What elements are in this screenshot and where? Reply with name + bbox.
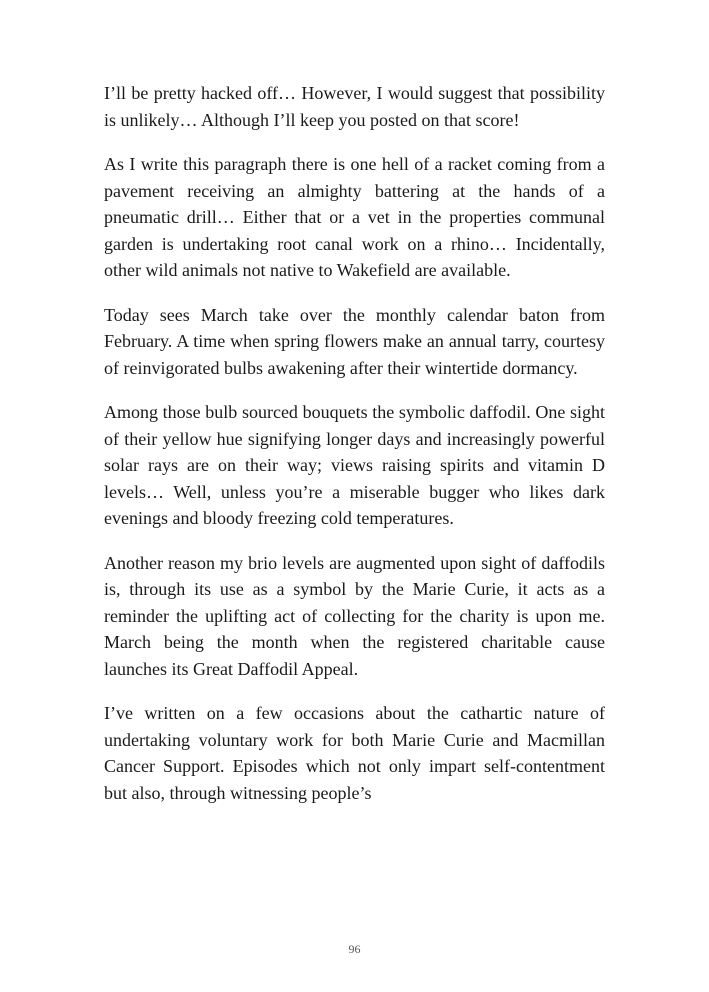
- paragraph-5: Another reason my brio levels are augmented upon sight of daffodils is, through its use as a symbol by the Marie Curie, it acts as a reminder the uplifting act of collecting for the charity is upon me. March being the month when the registered charitable cause launches its Great Daffodil Appeal.: [104, 552, 605, 679]
- text-body: [104, 80, 605, 824]
- paragraph-3: Today sees March take over the monthly calendar baton from February. A time when spring flowers make an annual tarry, courtesy of reinvigorated bulbs awakening after their wintertide dormancy.: [104, 304, 605, 378]
- page-number: 96: [348, 942, 361, 956]
- paragraph-2: As I write this paragraph there is one hell of a racket coming from a pavement receiving an almighty battering at the hands of a pneumatic drill… Either that or a vet in the properties communal garden is undertaking root canal work on a rhino… Incidentally, other wild animals not native to Wakefield are available.: [104, 154, 605, 280]
- paragraph-1: I’ll be pretty hacked off… However, I would suggest that possibility is unlikely… Although I’ll keep you posted on that score!: [104, 83, 605, 130]
- paragraph-6: I’ve written on a few occasions about the cathartic nature of undertaking voluntary work for both Marie Curie and Macmillan Cancer Support. Episodes which not only impart self-contentment but also, through witnessing people’s: [104, 703, 605, 803]
- paragraph-4: Among those bulb sourced bouquets the symbolic daffodil. One sight of their yellow hue signifying longer days and increasingly powerful solar rays are on their way; views raising spirits and vitamin D levels… Well, unless you’re a miserable bugger who likes dark evenings and bloody freezing cold temperatures.: [104, 402, 605, 528]
